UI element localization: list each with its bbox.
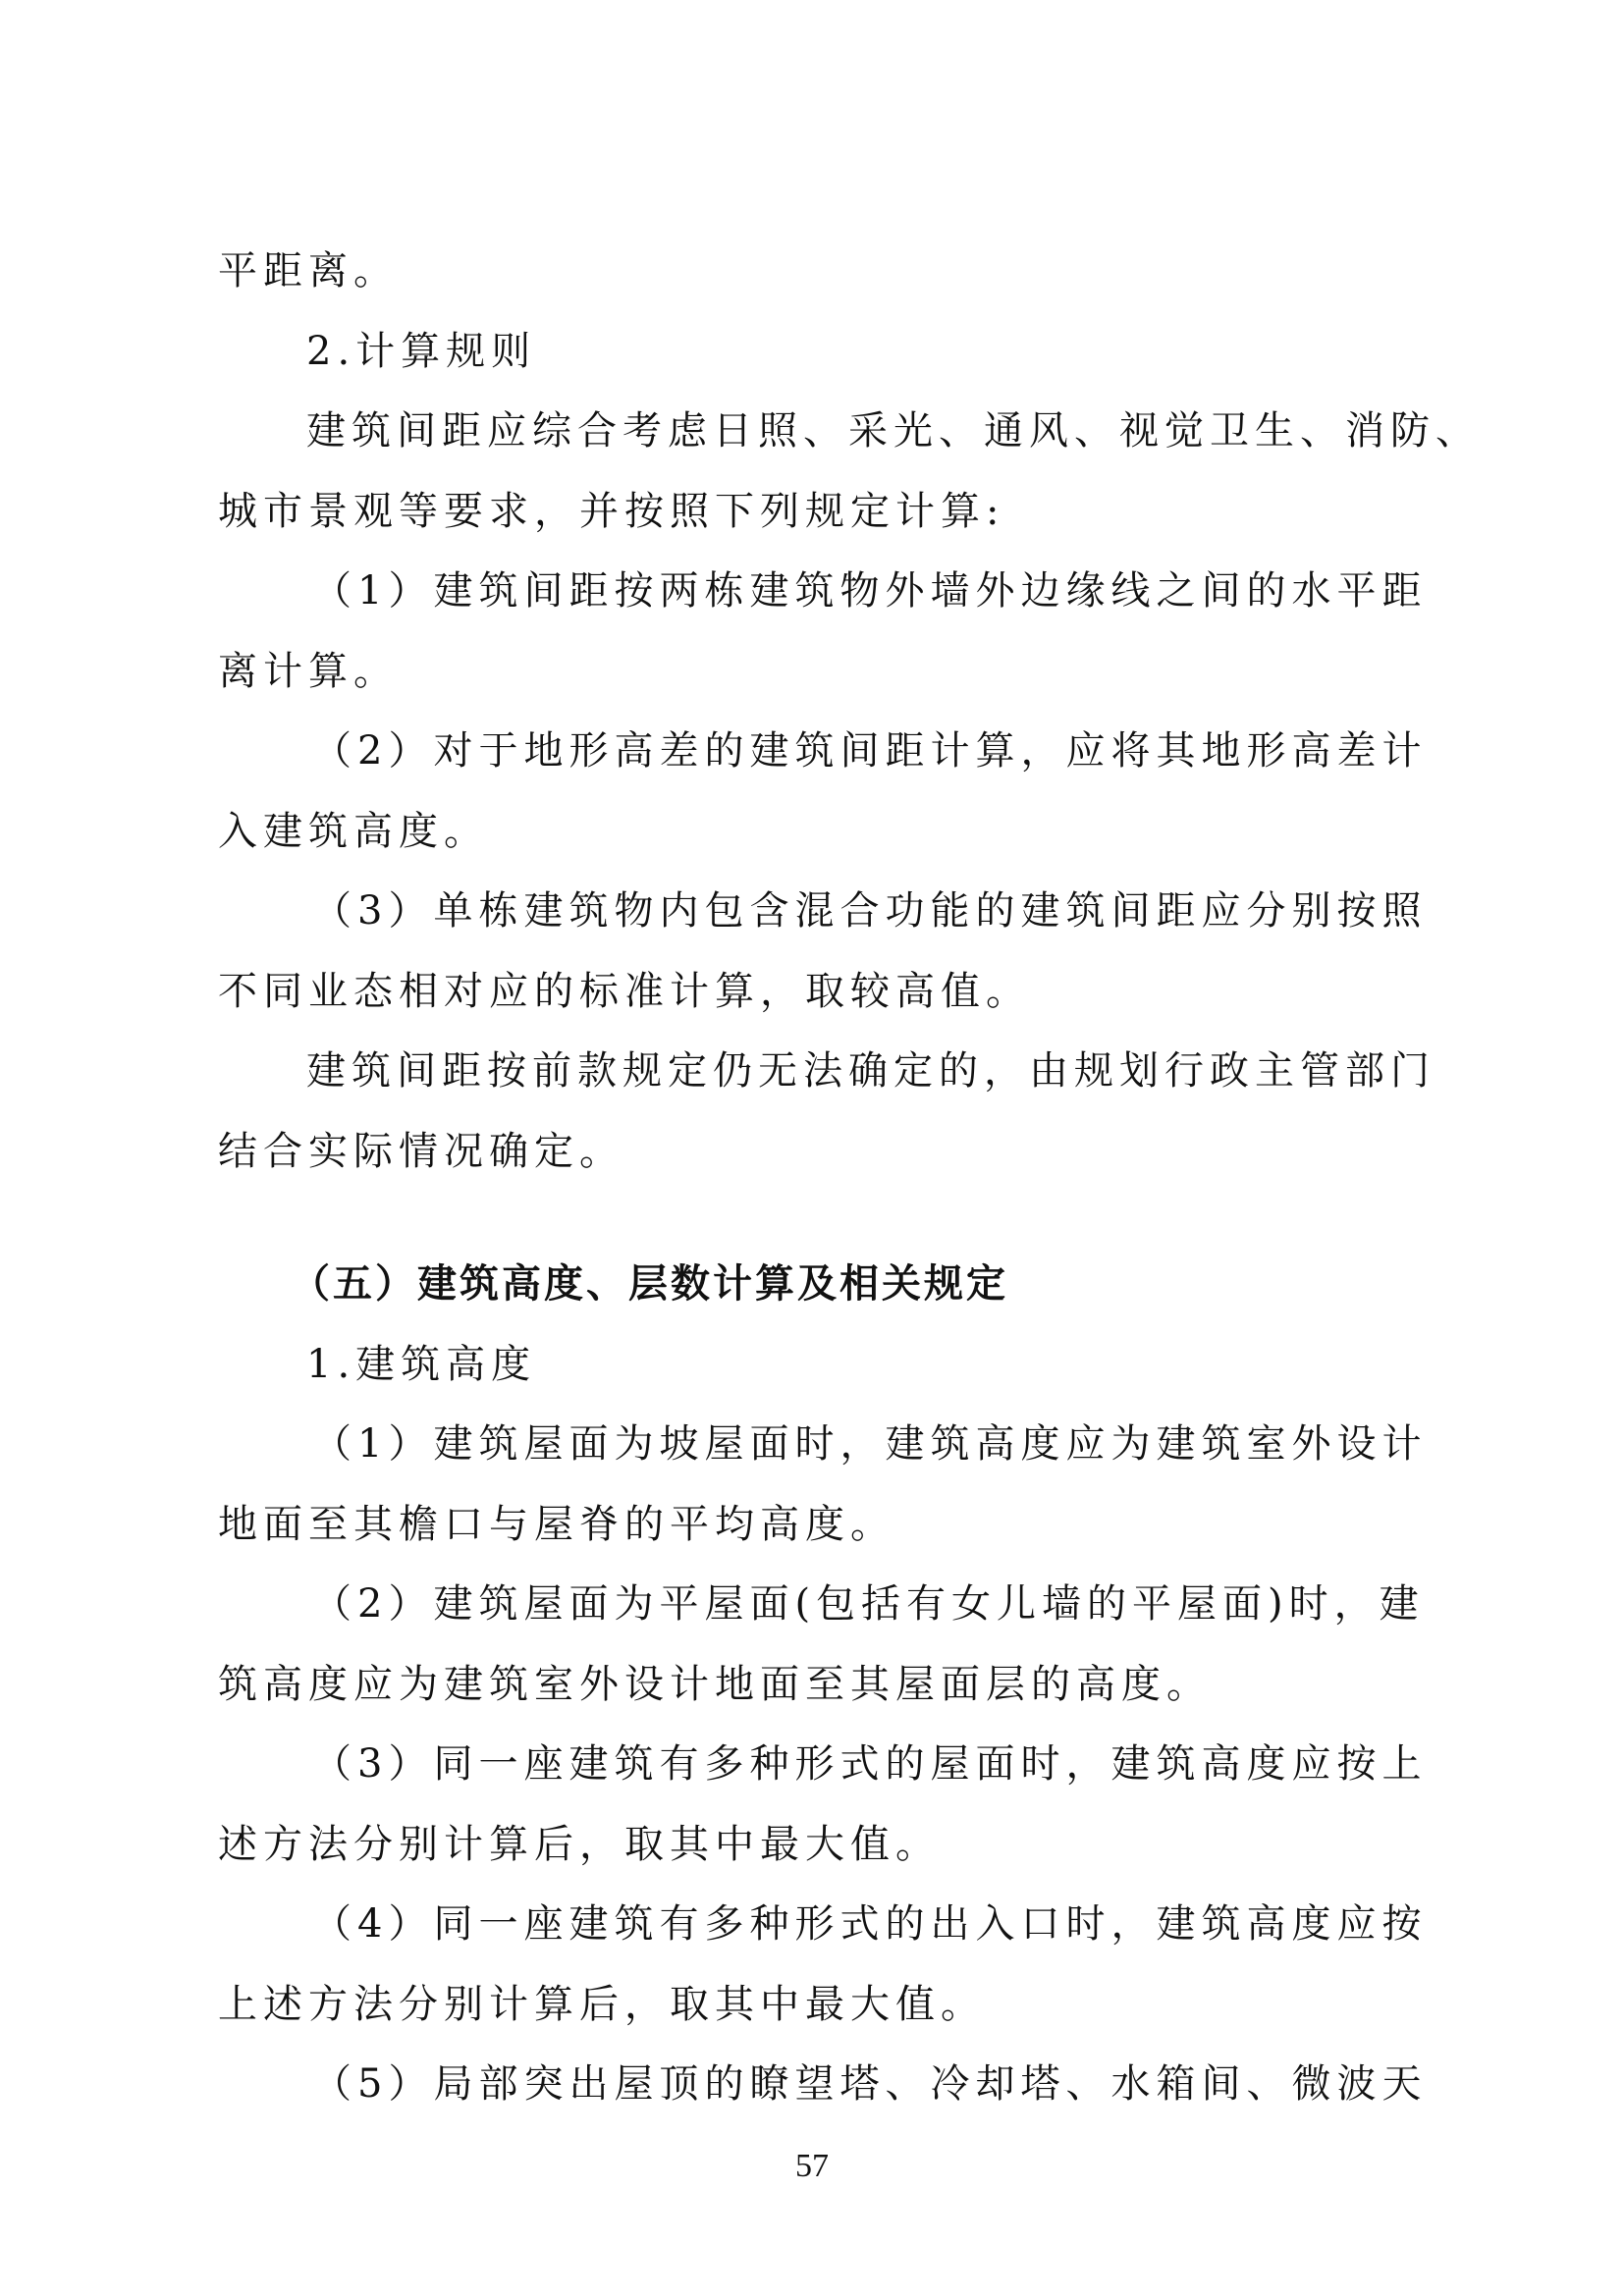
text-line: 上述方法分别计算后，取其中最大值。 bbox=[218, 1982, 986, 2027]
list-item: （3）同一座建筑有多种形式的屋面时，建筑高度应按上 bbox=[312, 1741, 1428, 1787]
list-item: （4）同一座建筑有多种形式的出入口时，建筑高度应按 bbox=[312, 1901, 1428, 1947]
list-item: （1）建筑屋面为坡屋面时，建筑高度应为建筑室外设计 bbox=[312, 1421, 1428, 1467]
text-line: 平距离。 bbox=[218, 248, 399, 294]
subsection-title: 1.建筑高度 bbox=[306, 1342, 537, 1387]
text-line: 城市景观等要求，并按照下列规定计算: bbox=[218, 489, 1005, 534]
list-item: （3）单栋建筑物内包含混合功能的建筑间距应分别按照 bbox=[312, 888, 1428, 934]
subsection-title: 2.计算规则 bbox=[306, 329, 537, 374]
text-line: 离计算。 bbox=[218, 649, 399, 694]
text-line: 述方法分别计算后，取其中最大值。 bbox=[218, 1822, 941, 1867]
list-item: （2）建筑屋面为平屋面(包括有女儿墙的平屋面)时，建 bbox=[312, 1581, 1425, 1627]
list-item: （5）局部突出屋顶的瞭望塔、冷却塔、水箱间、微波天 bbox=[312, 2061, 1428, 2107]
text-line: 建筑间距按前款规定仍无法确定的，由规划行政主管部门 bbox=[306, 1048, 1435, 1094]
text-line: 入建筑高度。 bbox=[218, 809, 489, 854]
text-line: 不同业态相对应的标准计算，取较高值。 bbox=[218, 969, 1031, 1014]
list-item: （2）对于地形高差的建筑间距计算，应将其地形高差计 bbox=[312, 728, 1428, 774]
text-line: 建筑间距应综合考虑日照、采光、通风、视觉卫生、消防、 bbox=[306, 408, 1481, 454]
page-number: 57 bbox=[795, 2148, 829, 2184]
text-line: 结合实际情况确定。 bbox=[218, 1129, 624, 1174]
text-line: 地面至其檐口与屋脊的平均高度。 bbox=[218, 1502, 895, 1547]
list-item: （1）建筑间距按两栋建筑物外墙外边缘线之间的水平距 bbox=[312, 568, 1428, 614]
section-heading: （五）建筑高度、层数计算及相关规定 bbox=[291, 1261, 1008, 1307]
text-line: 筑高度应为建筑室外设计地面至其屋面层的高度。 bbox=[218, 1662, 1212, 1707]
